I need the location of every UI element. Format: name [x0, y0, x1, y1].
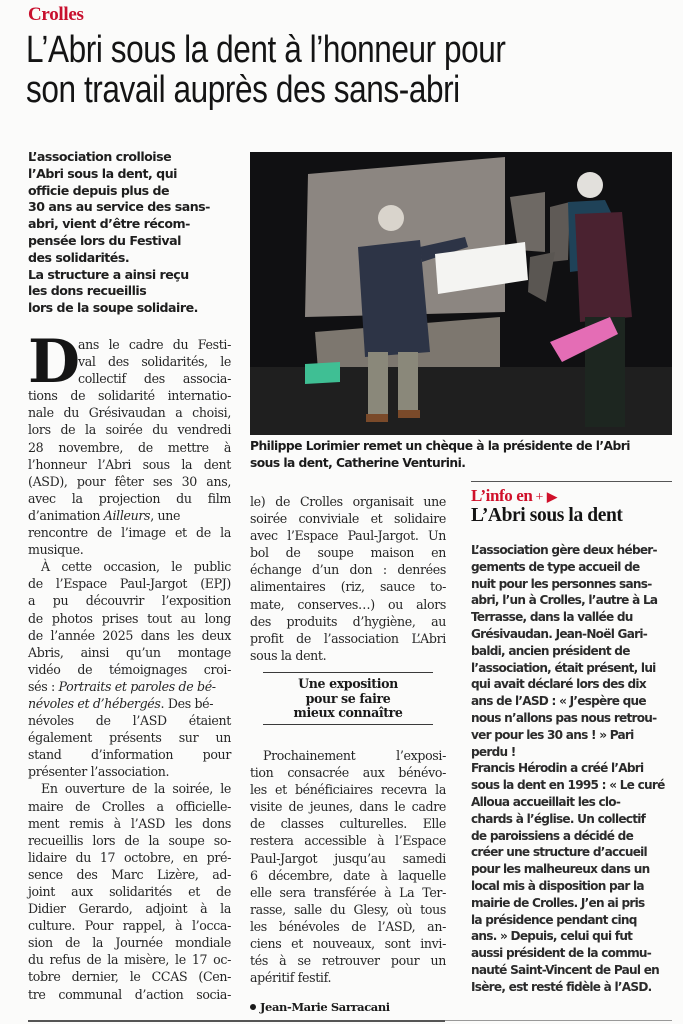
lead-line: les dons recueillis [28, 283, 147, 299]
sidebar-line: nous n’allons pas nous retrou- [471, 710, 657, 725]
body-line: alimentaires (riz, sauce to- [250, 579, 446, 595]
body-line: de l’Espace Paul-Jargot (EPJ) [28, 576, 231, 592]
lead-line: lors de la soupe solidaire. [28, 300, 198, 316]
body-line: elle sera transférée à La Ter- [250, 884, 446, 900]
body-line: tés à se retrouver pour un [250, 953, 446, 969]
body-line: Prochainement l’exposi- [263, 748, 446, 763]
body-line: À cette occasion, le public [41, 559, 231, 575]
sidebar-line: perdu ! [471, 744, 516, 759]
sidebar-line: ver pour les 30 ans ! » Pari [471, 727, 634, 742]
headline [26, 30, 570, 110]
body-line: rencontre de l’image et de la [28, 525, 231, 541]
body-line: soirée conviviale et solidaire [250, 511, 446, 527]
man-head [378, 205, 404, 231]
body-line: Didier Gerardo, adjoint à la [28, 901, 231, 917]
body-line: tre communal d’action socia- [28, 986, 231, 1002]
body-line: 6 décembre, date à laquelle [250, 867, 446, 883]
body-line: apéritif festif. [250, 970, 332, 986]
body-line: profit de l’association L’Abri [250, 630, 446, 646]
sidebar-line: nuit pour les personnes sans- [471, 576, 652, 591]
body-line: présenter l’association. [28, 764, 170, 780]
body-line: avec l’Espace Paul-Jargot. Un [250, 528, 446, 544]
body-line: le) de Crolles organisait une [250, 494, 446, 509]
body-column-2 [250, 493, 446, 664]
subheading-line: Une exposition [298, 676, 398, 691]
body-line: recueillis lors de la soupe so- [28, 832, 231, 848]
body-line: stand d’information pour [28, 747, 231, 763]
section-kicker: Crolles [28, 4, 84, 25]
lead-line: officie depuis plus de [28, 182, 170, 198]
body-line: tobre dernier, le CCAS (Cen- [28, 969, 231, 985]
subheading-line: pour se faire [305, 690, 391, 706]
body-line: restera accessible à l’Espace [250, 833, 446, 849]
body-line: Abris, ainsi qu’un montage [28, 644, 231, 660]
subheading [263, 672, 433, 725]
film-title: Ailleurs [103, 507, 151, 523]
sidebar-line: aussi président de la commu- [471, 946, 652, 961]
body-line: également présents sur un [28, 730, 231, 746]
body-line [28, 678, 231, 695]
body-line: (ASD), pour fêter ses 30 ans, [28, 473, 231, 489]
plus-icon: + [535, 490, 543, 505]
body-text: sés : [28, 678, 59, 694]
body-line: de l’année 2025 dans les deux [28, 627, 231, 643]
body-line: les bénévoles de l’ASD, an- [250, 918, 446, 934]
sidebar-divider [471, 481, 672, 482]
sidebar-line: nauté Saint-Vincent de Paul en [471, 962, 660, 977]
body-line: a pu découvrir l’exposition [28, 593, 231, 609]
work-title: névoles et d’hébergés [28, 695, 161, 711]
body-line: sion de la Journée mondiale [28, 935, 231, 951]
body-line: mate, conserves…) ou alors [250, 596, 446, 612]
lead-line: 30 ans au service des sans- [28, 199, 210, 215]
body-line: musique. [28, 542, 84, 558]
caption-line: Philippe Lorimier remet un chèque à la présidente de l’Abri [250, 439, 630, 453]
sidebar-line: mairie de Crolles. J’en ai pris [471, 895, 645, 910]
body-line: de photos prises tout au long [28, 610, 231, 626]
lead-line: L’association crolloise [28, 149, 172, 164]
sidebar-line: ans de l’ASD : « J’espère que [471, 694, 646, 709]
body-line: sous la dent. [250, 647, 327, 663]
lead-paragraph [28, 149, 243, 317]
sidebar-title: L’Abri sous la dent [471, 505, 623, 526]
body-line: des produits d’hygiène, au [250, 613, 446, 629]
body-line: 28 novembre, de mettre à [28, 439, 231, 455]
lead-line: l’Abri sous la dent, qui [28, 165, 177, 181]
body-line: sence des Marc Lizère, ad- [28, 866, 231, 882]
body-line: tions de solidarité internatio- [28, 388, 231, 404]
body-text: d’animation [28, 507, 104, 523]
body-column-1 [28, 327, 231, 1003]
photo-caption [250, 438, 675, 472]
body-line: bol de soupe maison en [250, 545, 446, 561]
woman-head [577, 172, 603, 198]
body-line: culture. Pour rappel, à l’occa- [28, 918, 231, 934]
body-column-2b [250, 747, 446, 986]
sidebar-line: pour les malheureux dans un [471, 862, 650, 877]
sidebar-label [471, 486, 557, 506]
body-line: vidéo de témoignages croi- [28, 661, 231, 677]
body-text: . Des bé- [160, 695, 214, 711]
body-line: névoles de l’ASD étaient [28, 713, 231, 729]
body-line: lors de la soirée du vendredi [28, 422, 231, 438]
stage-photo-illustration [250, 152, 672, 435]
headline-line: son travail auprès des sans-abri [26, 69, 460, 111]
body-line [28, 695, 231, 712]
subheading-line: mieux connaître [293, 705, 403, 721]
bottom-divider [445, 1020, 672, 1021]
sidebar-line: la présidence pendant cinq [471, 912, 637, 927]
sidebar-line: chards à l’église. Un collectif [471, 811, 646, 826]
sidebar-line: ans. » Depuis, celui qui fut [471, 929, 633, 944]
sidebar-line: L’association gère deux héber- [471, 543, 657, 557]
body-line: l’honneur l’Abri sous la dent [28, 456, 231, 472]
sidebar-line: local mis à disposition par la [471, 878, 644, 893]
sidebar-line: sous la dent en 1995 : « Le curé [471, 778, 665, 793]
sidebar-line: Isère, est resté fidèle à l’ASD. [471, 979, 652, 994]
sidebar-line: gements de type accueil de [471, 559, 640, 574]
body-line [28, 507, 231, 524]
sidebar-line: Terrasse, dans la vallée du [471, 610, 633, 625]
sidebar-label-text: L’info en [471, 486, 533, 505]
body-line: val des solidarités, le [78, 354, 231, 370]
bullet-icon [250, 1004, 256, 1010]
body-line: rasse, salle du Glesy, où tous [250, 901, 446, 917]
drop-cap: D [28, 327, 81, 397]
bottom-divider [28, 1020, 445, 1022]
lead-line: La structure a ainsi reçu [28, 266, 189, 282]
body-line: ans le cadre du Festi- [78, 337, 231, 352]
body-line: nale du Grésivaudan a choisi, [28, 405, 231, 421]
sidebar-line: Alloua accueillait les clo- [471, 794, 621, 809]
sidebar-line: créer une structure d’accueil [471, 845, 647, 860]
sidebar-text [471, 542, 672, 996]
body-line: ment remis à l’ASD les dons [28, 815, 231, 831]
body-line: du refus de la misère, le 17 oc- [28, 952, 231, 968]
body-line: collectif des associa- [78, 371, 231, 387]
body-line: Paul-Jargot jusqu’au samedi [250, 850, 446, 866]
lead-line: des solidarités. [28, 249, 130, 265]
sidebar-line: Francis Hérodin a créé l’Abri [471, 761, 644, 776]
body-line: échange d’un don : denrées [250, 562, 446, 578]
work-title: Portraits et paroles de bé- [58, 678, 216, 694]
author-name: Jean-Marie Sarracani [260, 1000, 390, 1014]
lead-line: abri, vient d’être récom- [28, 216, 190, 232]
play-triangle-icon: ▶ [546, 489, 557, 504]
lead-line: pensée lors du Festival [28, 232, 181, 248]
caption-line: sous la dent, Catherine Venturini. [250, 456, 466, 470]
body-line: En ouverture de la soirée, le [41, 781, 231, 797]
sidebar-line: baldi, ancien président de [471, 643, 630, 658]
body-text: , une [150, 507, 181, 523]
body-line: visite de jeunes, dans le cadre [250, 799, 446, 815]
sidebar-line: abri, l’un à Crolles, l’autre à La [471, 593, 658, 608]
headline-line: L’Abri sous la dent à l’honneur pour [26, 29, 506, 71]
sidebar-line: Grésivaudan. Jean-Noël Gari- [471, 626, 648, 641]
byline [250, 1000, 390, 1014]
article-photo [250, 152, 672, 435]
body-line: ciens et nouveaux, sont invi- [250, 936, 446, 952]
body-line: de classes culturelles. Elle [250, 816, 446, 832]
body-line: avec la projection du film [28, 490, 231, 506]
body-line: lidaire du 17 octobre, en pré- [28, 849, 231, 865]
sidebar-line: qui avait déclaré lors des dix [471, 677, 646, 692]
body-line: les et bénéficiaires recevra la [250, 782, 446, 798]
body-line: joint aux solidarités et de [28, 884, 231, 899]
sidebar-line: l’association, était présent, lui [471, 660, 656, 675]
body-line: maire de Crolles a officielle- [28, 798, 231, 814]
sidebar-line: de paroissiens a décidé de [471, 828, 634, 843]
body-line: tion consacrée aux bénévo- [250, 765, 446, 781]
